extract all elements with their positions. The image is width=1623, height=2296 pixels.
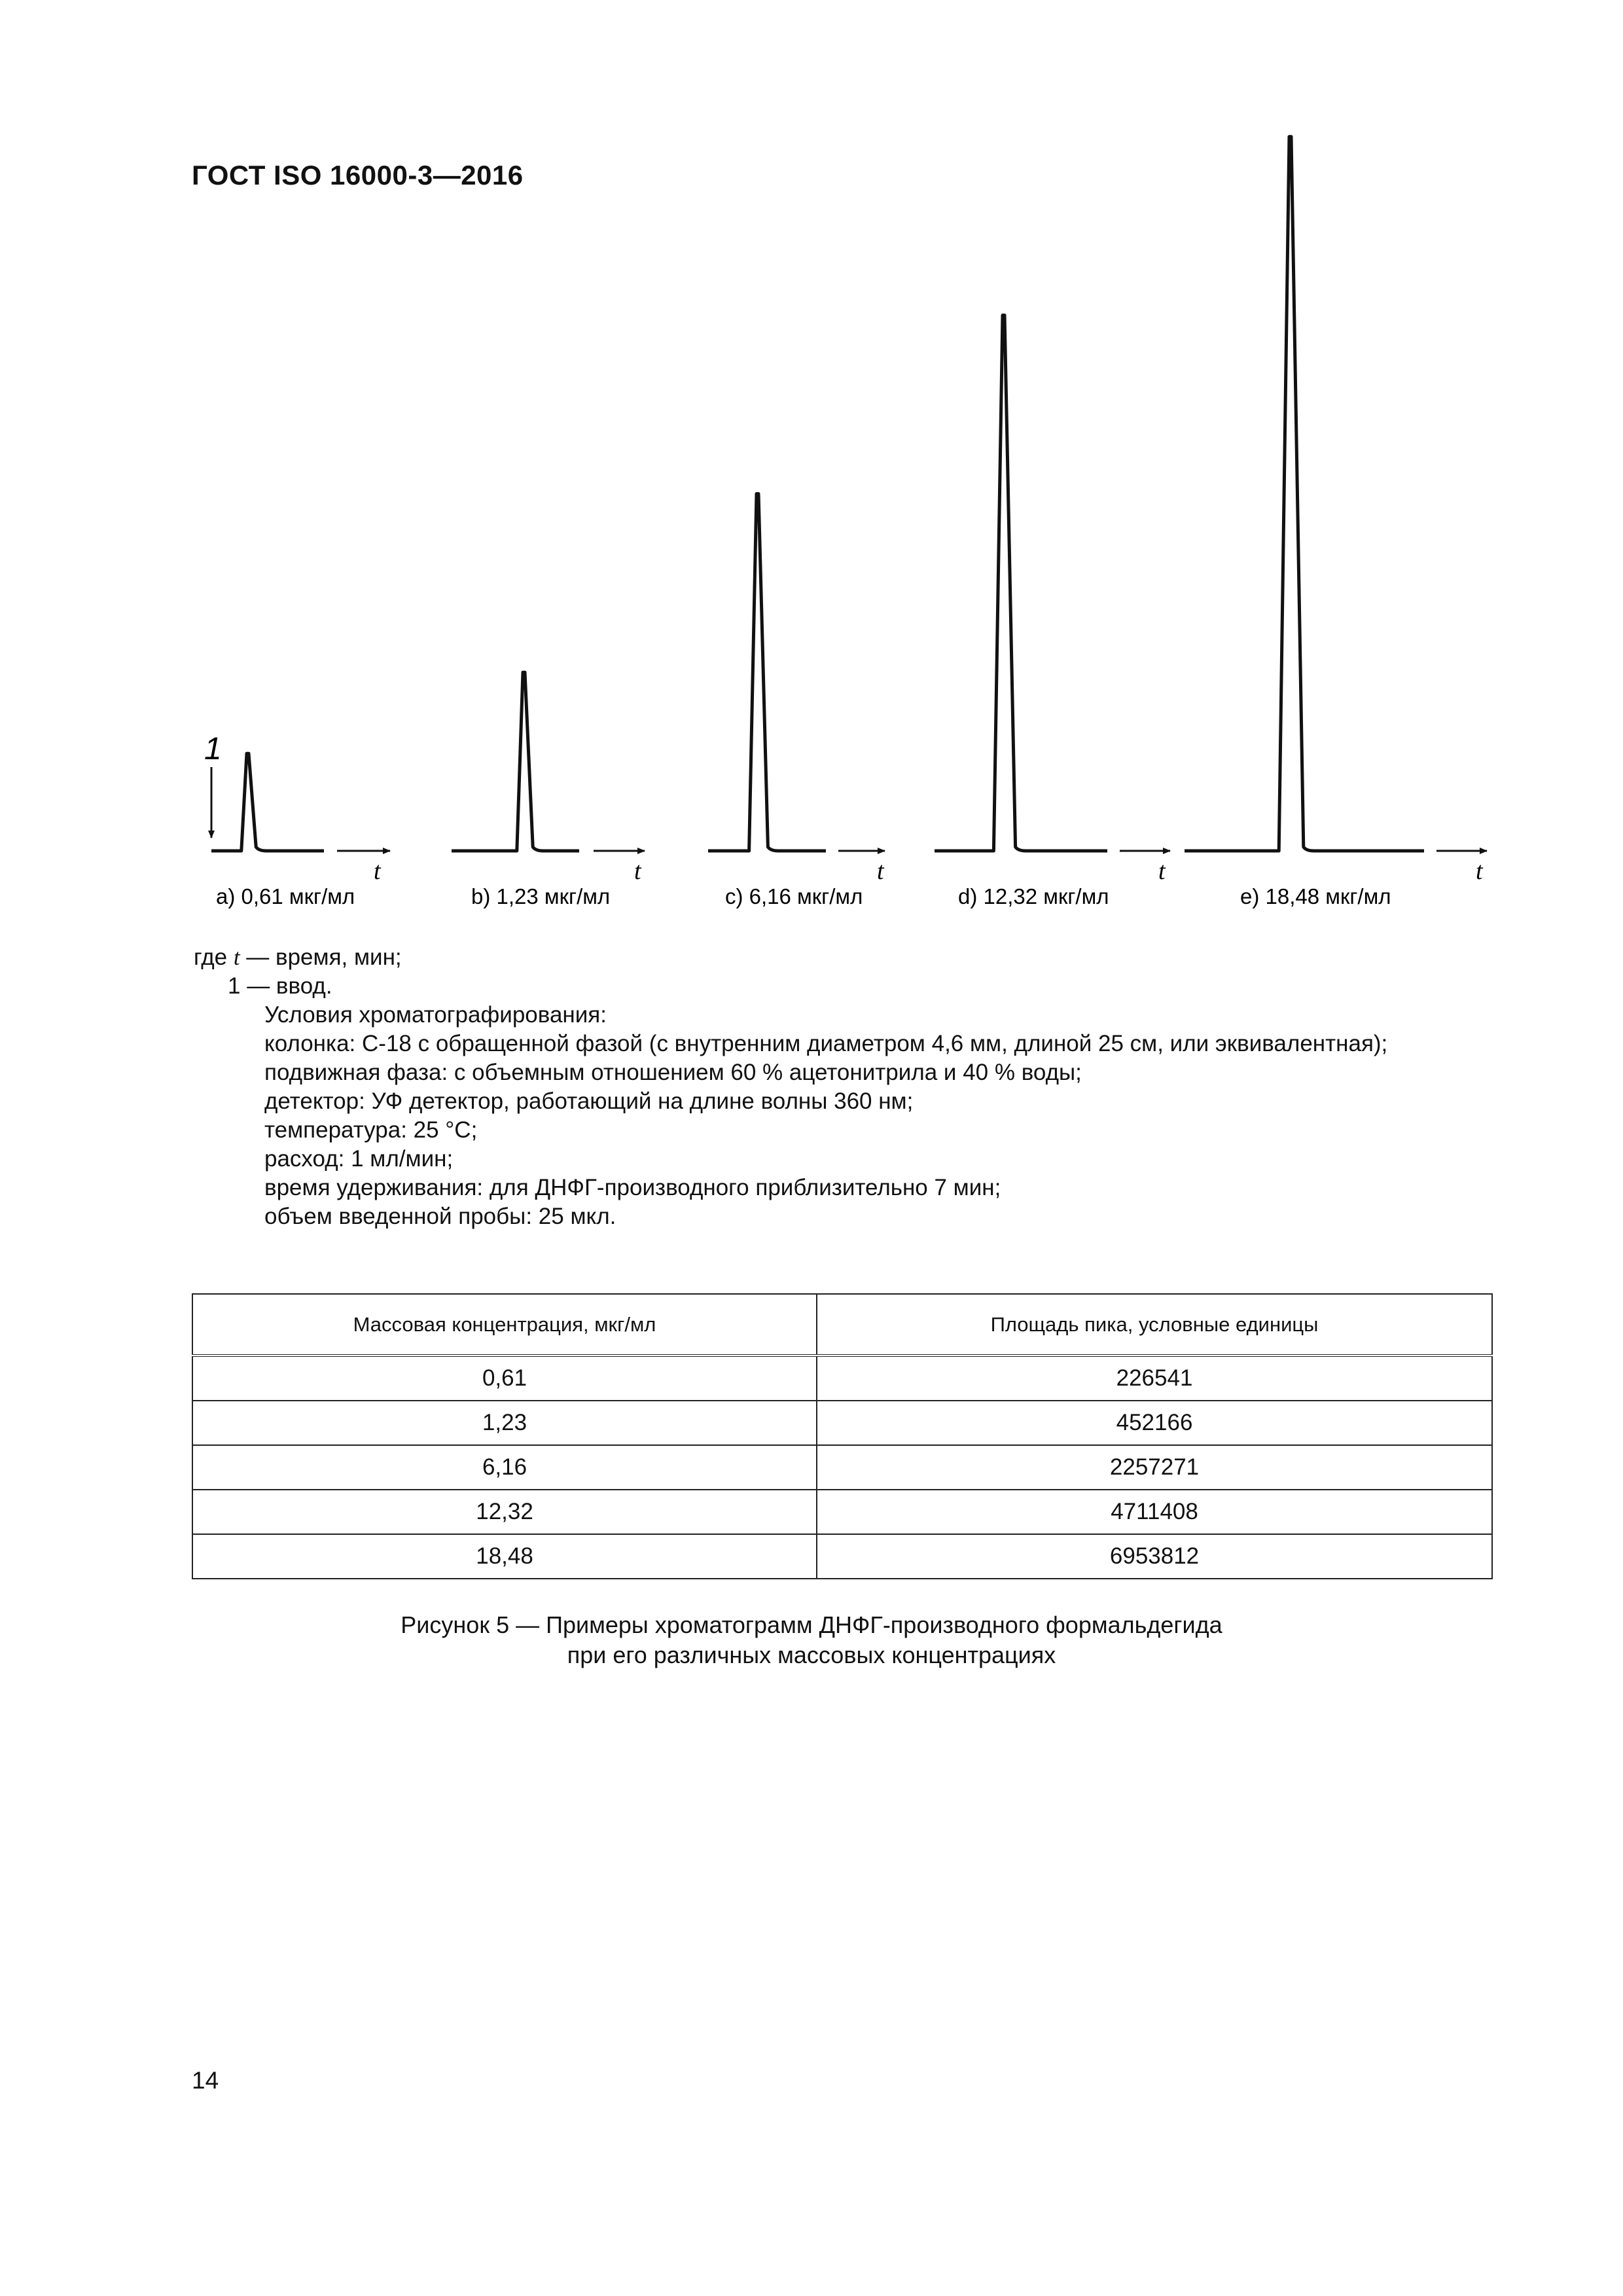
- figure-caption: [0, 1610, 1623, 1670]
- legend-item-1: 1 — ввод.: [228, 973, 332, 999]
- cell-peak-area: 226541: [817, 1355, 1492, 1401]
- caption-line-2: при его различных массовых концентрациях: [567, 1641, 1056, 1668]
- conditions-title: Условия хроматографирования:: [264, 1002, 607, 1028]
- legend-where-line: [194, 943, 1387, 972]
- panel-label: b) 1,23 мкг/мл: [471, 884, 611, 908]
- column-header-peak-area: Площадь пика, условные единицы: [817, 1294, 1492, 1355]
- cell-concentration: 0,61: [192, 1355, 817, 1401]
- legend-time-symbol: t: [233, 944, 240, 970]
- legend-where-text: — время, мин;: [240, 944, 402, 970]
- table-row: [192, 1355, 1492, 1401]
- panel-label: a) 0,61 мкг/мл: [216, 884, 355, 908]
- chromatogram-trace: [708, 493, 826, 851]
- time-axis-label: t: [374, 857, 381, 885]
- panel-label: e) 18,48 мкг/мл: [1240, 884, 1391, 908]
- cell-concentration: 12,32: [192, 1490, 817, 1534]
- table-row: [192, 1401, 1492, 1445]
- time-axis-label: t: [1476, 857, 1483, 885]
- peak-area-table: [192, 1293, 1493, 1579]
- cell-peak-area: 4711408: [817, 1490, 1492, 1534]
- legend-where-prefix: где: [194, 944, 234, 970]
- injection-marker-label: 1: [204, 732, 222, 766]
- page-number: 14: [192, 2067, 219, 2094]
- chromatograms-figure: [0, 0, 1623, 942]
- cell-peak-area: 6953812: [817, 1534, 1492, 1579]
- chromatogram-trace: [452, 672, 579, 851]
- table-row: [192, 1534, 1492, 1579]
- table-row: [192, 1445, 1492, 1490]
- chromatogram-trace: [211, 753, 324, 851]
- cell-peak-area: 452166: [817, 1401, 1492, 1445]
- time-axis-label: t: [877, 857, 884, 885]
- cell-concentration: 6,16: [192, 1445, 817, 1490]
- chromatogram-trace: [935, 315, 1107, 851]
- condition-column: колонка: С-18 с обращенной фазой (с внутренним диаметром 4,6 мм, длиной 25 см, или эквивалентная);: [264, 1031, 1388, 1056]
- time-axis-label: t: [1158, 857, 1166, 885]
- condition-flow: расход: 1 мл/мин;: [264, 1146, 454, 1172]
- panel-label: d) 12,32 мкг/мл: [958, 884, 1109, 908]
- caption-line-1: Рисунок 5 — Примеры хроматограмм ДНФГ-производного формальдегида: [401, 1611, 1222, 1638]
- figure-legend: [194, 943, 1387, 1231]
- table-row: [192, 1490, 1492, 1534]
- table-header-row: [192, 1294, 1492, 1355]
- document-code-header: ГОСТ ISO 16000-3—2016: [192, 160, 524, 190]
- condition-detector: детектор: УФ детектор, работающий на длине волны 360 нм;: [264, 1088, 914, 1114]
- condition-injection-volume: объем введенной пробы: 25 мкл.: [264, 1204, 616, 1229]
- chromatogram-trace: [1185, 137, 1424, 851]
- panel-label: c) 6,16 мкг/мл: [725, 884, 863, 908]
- cell-concentration: 18,48: [192, 1534, 817, 1579]
- time-axis-label: t: [634, 857, 641, 885]
- column-header-concentration: Массовая концентрация, мкг/мл: [192, 1294, 817, 1355]
- condition-mobile-phase: подвижная фаза: с объемным отношением 60 % ацетонитрила и 40 % воды;: [264, 1060, 1082, 1085]
- cell-concentration: 1,23: [192, 1401, 817, 1445]
- condition-temperature: температура: 25 °С;: [264, 1117, 478, 1143]
- cell-peak-area: 2257271: [817, 1445, 1492, 1490]
- condition-retention-time: время удерживания: для ДНФГ-производного приблизительно 7 мин;: [264, 1175, 1001, 1200]
